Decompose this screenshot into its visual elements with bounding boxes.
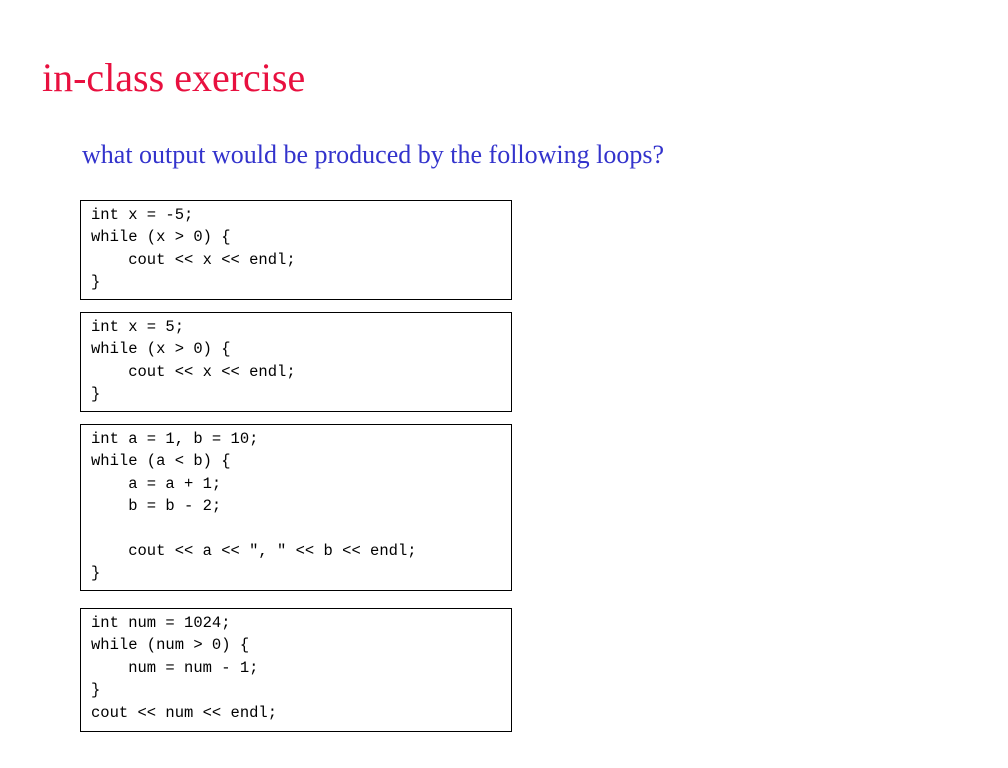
slide-subtitle: what output would be produced by the following loops?: [82, 140, 665, 169]
code-text-2: int x = 5; while (x > 0) { cout << x << endl; }: [91, 318, 296, 404]
code-text-3: int a = 1, b = 10; while (a < b) { a = a + 1; b = b - 2; cout << a << ", " << b << endl; }: [91, 430, 417, 583]
code-block-2: [80, 312, 512, 412]
code-text-4: int num = 1024; while (num > 0) { num = num - 1; } cout << num << endl;: [91, 614, 278, 722]
slide-title: in-class exercise: [42, 55, 306, 100]
code-block-4: [80, 608, 512, 732]
code-block-1: [80, 200, 512, 300]
code-block-3: [80, 424, 512, 591]
code-text-1: int x = -5; while (x > 0) { cout << x << endl; }: [91, 206, 296, 292]
